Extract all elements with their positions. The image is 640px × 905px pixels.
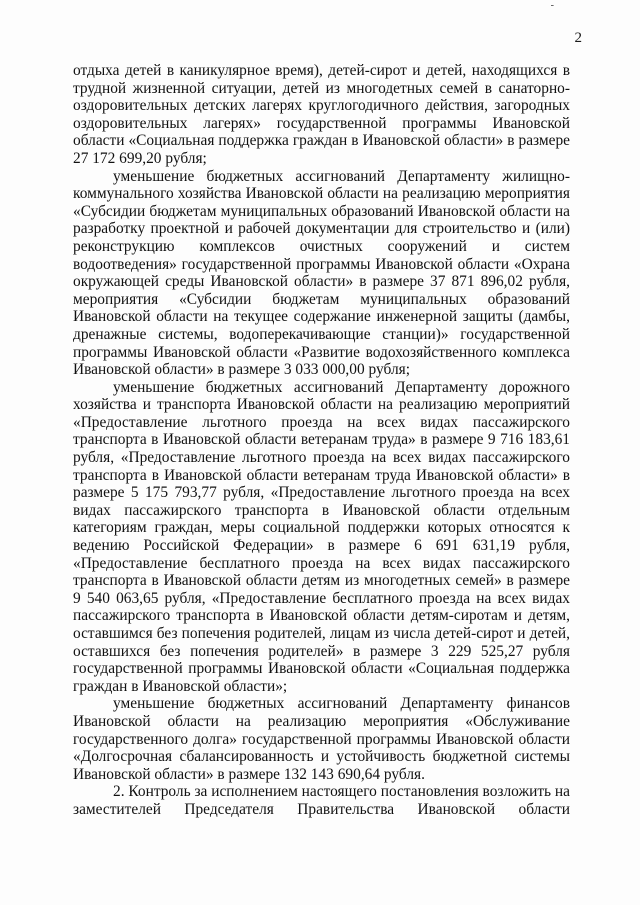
page-number: 2 — [574, 30, 582, 46]
paragraph-1: отдыха детей в каникулярное время), детей-сирот и детей, находящихся в трудной жизненной ситуации, детей из многодетных семей в санаторно-оздоровительных детских лагерях круглогодичного действия, загородных оздоровительных лагерях» государственной программы Ивановской области «Социальная поддержка граждан в Ивановской области» в размере 27 172 699,20 рубля; — [73, 62, 570, 167]
paragraph-5: 2. Контроль за исполнением настоящего постановления возложить на заместителей Председателя Правительства Ивановской области — [73, 783, 570, 818]
document-body — [73, 62, 570, 819]
paragraph-3: уменьшение бюджетных ассигнований Департаменту дорожного хозяйства и транспорта Ивановской области на реализацию мероприятий «Предоставление льготного проезда на всех видах пассажирского транспорта в Ивановской области ветеранам труда» в размере 9 716 183,61 рубля, «Предоставление льготного проезда на всех видах пассажирского транспорта в Ивановской области ветеранам труда Ивановской области» в размере 5 175 793,77 рубля, «Предоставление льготного проезда на всех видах пассажирского транспорта в Ивановской области отдельным категориям граждан, меры социальной поддержки которых относятся к ведению Российской Федерации» в размере 6 691 631,19 рубля, «Предоставление бесплатного проезда на всех видах пассажирского транспорта в Ивановской области детям из многодетных семей» в размере 9 540 063,65 рубля, «Предоставление бесплатного проезда на всех видах пассажирского транспорта в Ивановской области детям-сиротам и детям, оставшимся без попечения родителей, лицам из числа детей-сирот и детей, оставшихся без попечения родителей» в размере 3 229 525,27 рубля государственной программы Ивановской области «Социальная поддержка граждан в Ивановской области»; — [73, 378, 570, 695]
paragraph-2: уменьшение бюджетных ассигнований Департаменту жилищно-коммунального хозяйства Ивановской области на реализацию мероприятия «Субсидии бюджетам муниципальных образований Ивановской области на разработку проектной и рабочей документации для строительство и (или) реконструкцию комплексов очистных сооружений и систем водоотведения» государственной программы Ивановской области «Охрана окружающей среды Ивановской области» в размере 37 871 896,02 рубля, мероприятия «Субсидии бюджетам муниципальных образований Ивановской области на текущее содержание инженерной защиты (дамбы, дренажные системы, водоперекачивающие станции)» государственной программы Ивановской области «Развитие водохозяйственного комплекса Ивановской области» в размере 3 033 000,00 рубля; — [73, 167, 570, 379]
paragraph-4: уменьшение бюджетных ассигнований Департаменту финансов Ивановской области на реализацию мероприятия «Обслуживание государственного долга» государственной программы Ивановской области «Долгосрочная сбалансированность и устойчивость бюджетной системы Ивановской области» в размере 132 143 690,64 рубля. — [73, 695, 570, 783]
scan-mark: - — [550, 0, 554, 11]
